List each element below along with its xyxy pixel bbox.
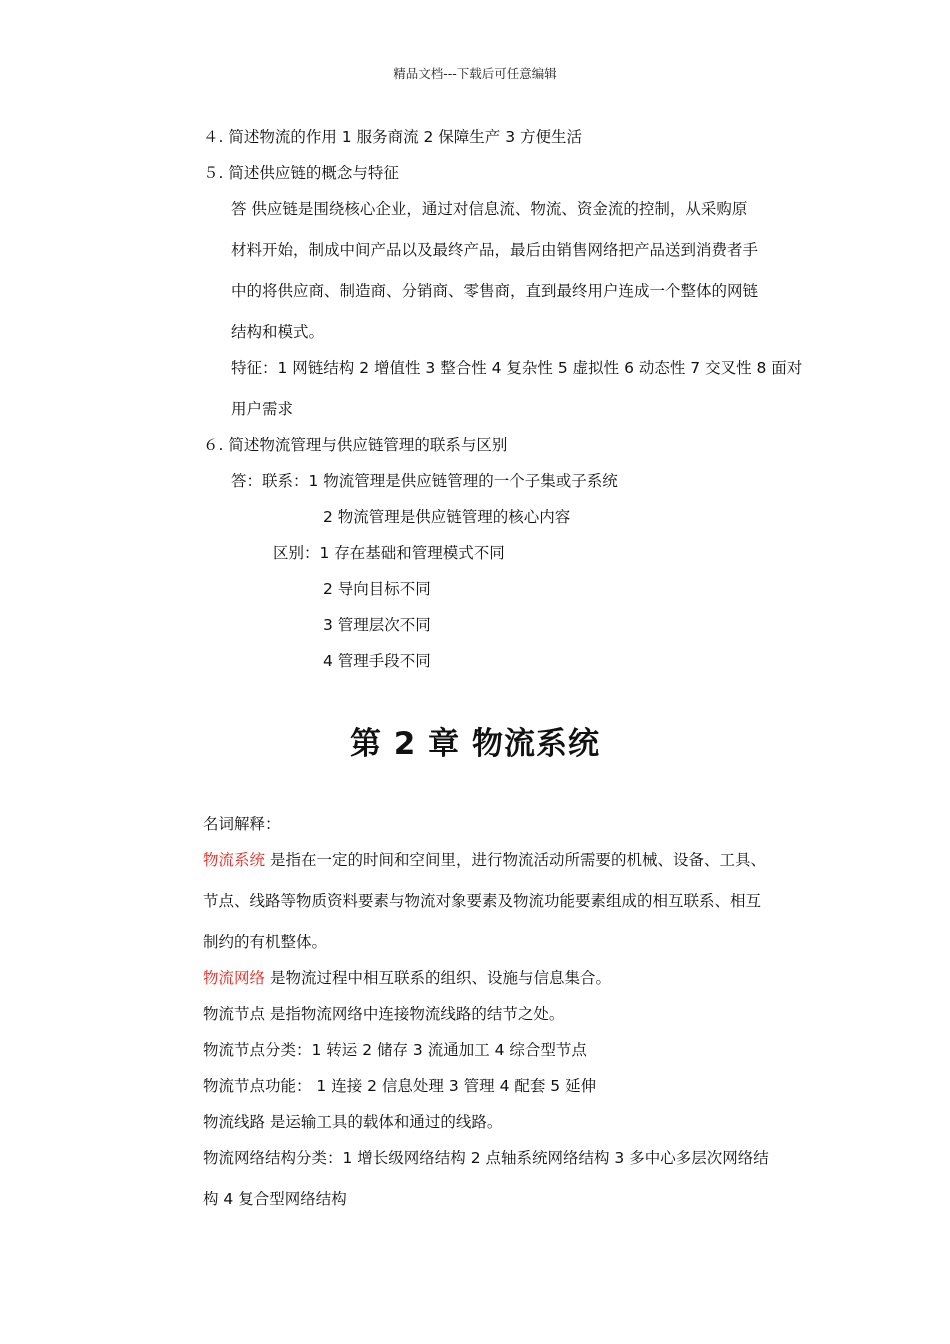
answer-5-line: 材料开始，制成中间产品以及最终产品，最后由销售网络把产品送到消费者手 — [231, 241, 759, 259]
page-header: 精品文档---下载后可任意编辑 — [393, 66, 557, 81]
term-definition-line: 物流线路 是运输工具的载体和通过的线路。 — [203, 1113, 503, 1131]
question-4: ４. 简述物流的作用 1 服务商流 2 保障生产 3 方便生活 — [203, 128, 583, 146]
question-6: ６. 简述物流管理与供应链管理的联系与区别 — [203, 436, 508, 454]
difference-item: 2 导向目标不同 — [323, 580, 431, 598]
term-definition-line — [203, 850, 766, 870]
answer-5-line: 答 供应链是围绕核心企业，通过对信息流、物流、资金流的控制，从采购原 — [231, 200, 748, 218]
chapter-title: 第 2 章 物流系统 — [350, 726, 600, 762]
term-text: 是物流过程中相互联系的组织、设施与信息集合。 — [265, 969, 611, 987]
term-definition-line: 节点、线路等物质资料要素与物流对象要素及物流功能要素组成的相互联系、相互 — [203, 892, 762, 910]
link-item: 2 物流管理是供应链管理的核心内容 — [323, 508, 571, 526]
term-definition-line: 物流节点 是指物流网络中连接物流线路的结节之处。 — [203, 1005, 565, 1023]
difference-item: 4 管理手段不同 — [323, 652, 431, 670]
term-definition-line: 构 4 复合型网络结构 — [203, 1190, 347, 1208]
term-keyword: 物流网络 — [203, 969, 266, 987]
term-definition-line: 物流节点分类：1 转运 2 储存 3 流通加工 4 综合型节点 — [203, 1041, 587, 1059]
features-line: 用户需求 — [231, 400, 294, 418]
term-keyword: 物流系统 — [203, 851, 266, 869]
term-text: 是指在一定的时间和空间里，进行物流活动所需要的机械、设备、工具、 — [265, 851, 766, 869]
answer-5-line: 结构和模式。 — [231, 323, 325, 341]
difference-item: 3 管理层次不同 — [323, 616, 431, 634]
term-definition-line: 制约的有机整体。 — [203, 933, 328, 951]
glossary-heading: 名词解释： — [203, 815, 281, 833]
term-definition-line — [203, 968, 611, 988]
question-5: ５. 简述供应链的概念与特征 — [203, 164, 399, 182]
answer-5-line: 中的将供应商、制造商、分销商、零售商，直到最终用户连成一个整体的网链 — [231, 282, 759, 300]
features-line: 特征：1 网链结构 2 增值性 3 整合性 4 复杂性 5 虚拟性 6 动态性 7 交叉性 8 面对 — [231, 359, 803, 377]
link-item: 答：联系：1 物流管理是供应链管理的一个子集或子系统 — [231, 472, 618, 490]
term-definition-line: 物流网络结构分类：1 增长级网络结构 2 点轴系统网络结构 3 多中心多层次网络结 — [203, 1149, 769, 1167]
difference-item: 区别：1 存在基础和管理模式不同 — [273, 544, 505, 562]
term-definition-line: 物流节点功能： 1 连接 2 信息处理 3 管理 4 配套 5 延伸 — [203, 1077, 597, 1095]
